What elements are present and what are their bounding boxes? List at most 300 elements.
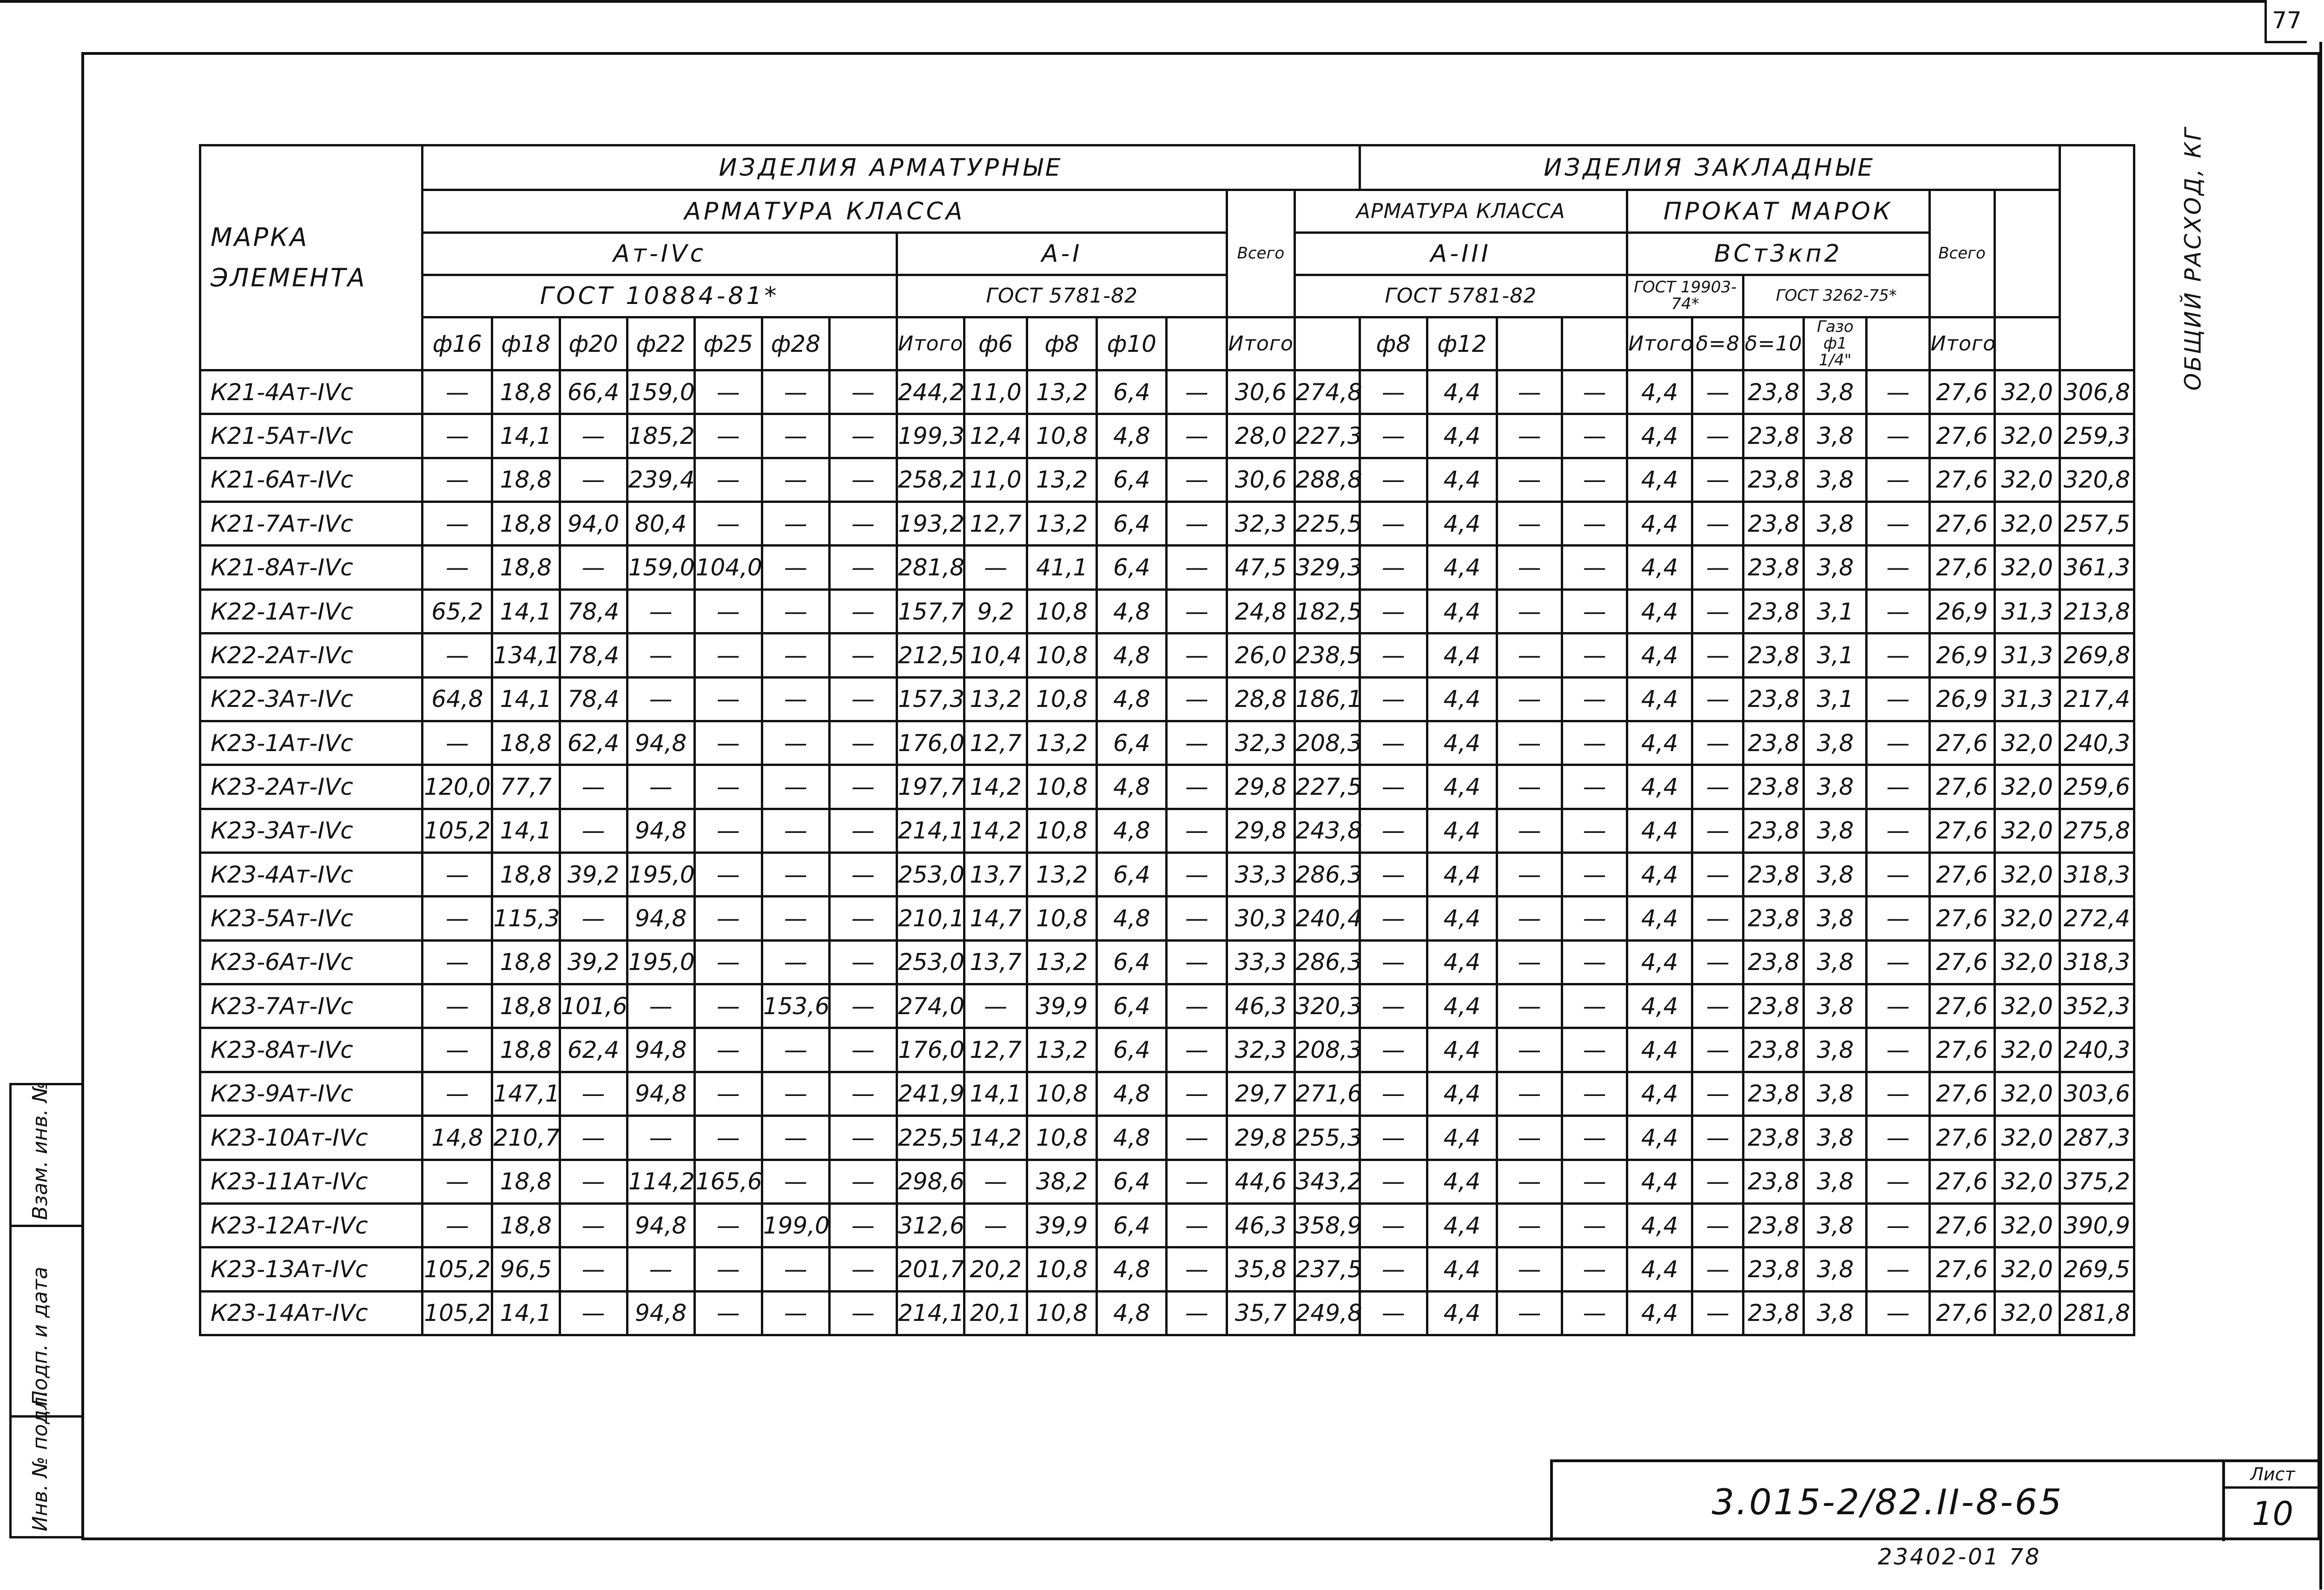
- table-cell: —: [829, 897, 897, 940]
- table-cell: 4,4: [1427, 1291, 1497, 1335]
- table-cell: —: [1360, 633, 1427, 677]
- table-cell: 12,7: [964, 721, 1027, 765]
- table-cell: —: [423, 1072, 492, 1115]
- table-cell: 240,3: [2060, 1028, 2134, 1072]
- table-cell: 66,4: [560, 370, 627, 414]
- element-mark-cell: К23-14Ат-IVc: [200, 1291, 423, 1335]
- col-f8-emb: ф8: [1360, 317, 1427, 370]
- table-cell: 38,2: [1027, 1160, 1097, 1203]
- table-cell: —: [829, 414, 897, 458]
- table-cell: —: [1692, 765, 1743, 809]
- table-row: [200, 940, 2134, 984]
- table-cell: 10,8: [1027, 1072, 1097, 1115]
- table-cell: 18,8: [492, 546, 560, 589]
- table-cell: 4,4: [1627, 1116, 1692, 1160]
- table-cell: 23,8: [1743, 940, 1804, 984]
- table-cell: 6,4: [1097, 852, 1167, 896]
- table-cell: 23,8: [1743, 370, 1804, 414]
- table-cell: 4,8: [1097, 1291, 1167, 1335]
- table-cell: —: [694, 677, 762, 721]
- table-cell: 375,2: [2060, 1160, 2134, 1203]
- table-cell: 12,7: [964, 502, 1027, 546]
- table-cell: 240,3: [2060, 721, 2134, 765]
- table-cell: 65,2: [423, 589, 492, 633]
- table-cell: 62,4: [560, 1028, 627, 1072]
- table-cell: 281,8: [897, 546, 964, 589]
- table-cell: —: [560, 765, 627, 809]
- table-cell: 46,3: [1227, 984, 1294, 1028]
- table-cell: 13,7: [964, 940, 1027, 984]
- table-cell: —: [627, 984, 694, 1028]
- table-cell: 96,5: [492, 1247, 560, 1291]
- col-f20: ф20: [560, 317, 627, 370]
- table-cell: 23,8: [1743, 984, 1804, 1028]
- table-cell: —: [1562, 677, 1627, 721]
- table-cell: —: [1867, 1028, 1929, 1072]
- table-cell: —: [1562, 633, 1627, 677]
- table-cell: 286,3: [1294, 852, 1360, 896]
- table-cell: 10,8: [1027, 633, 1097, 677]
- table-cell: 27,6: [1929, 1291, 1994, 1335]
- table-cell: 157,7: [897, 589, 964, 633]
- table-cell: —: [1562, 458, 1627, 501]
- table-cell: —: [1692, 852, 1743, 896]
- header-vsego-arm: Всего: [1227, 190, 1294, 317]
- table-cell: —: [1360, 984, 1427, 1028]
- table-row: [200, 546, 2134, 589]
- top-border-line: [0, 0, 2265, 3]
- table-row: [200, 502, 2134, 546]
- table-cell: 32,0: [1994, 502, 2060, 546]
- table-cell: 4,4: [1627, 589, 1692, 633]
- table-cell: 240,4: [1294, 897, 1360, 940]
- table-cell: —: [423, 633, 492, 677]
- table-cell: 258,2: [897, 458, 964, 501]
- sheet-box: [2222, 1462, 2320, 1541]
- table-cell: —: [762, 414, 829, 458]
- table-cell: 4,4: [1627, 765, 1692, 809]
- table-cell: 32,0: [1994, 1116, 2060, 1160]
- header-vst: ВСт3кп2: [1627, 232, 1929, 275]
- table-row: [200, 677, 2134, 721]
- table-cell: —: [1692, 414, 1743, 458]
- table-row: [200, 370, 2134, 414]
- table-cell: 318,3: [2060, 940, 2134, 984]
- table-cell: —: [829, 1028, 897, 1072]
- table-cell: 11,0: [964, 458, 1027, 501]
- table-row: [200, 1247, 2134, 1291]
- table-cell: 165,6: [694, 1160, 762, 1203]
- table-cell: 195,0: [627, 940, 694, 984]
- header-a1: А-I: [897, 232, 1227, 275]
- table-cell: 32,0: [1994, 852, 2060, 896]
- table-cell: 23,8: [1743, 546, 1804, 589]
- col-f6: ф6: [964, 317, 1027, 370]
- table-cell: 78,4: [560, 633, 627, 677]
- table-cell: 32,0: [1994, 940, 2060, 984]
- table-cell: 4,4: [1627, 984, 1692, 1028]
- table-cell: 13,2: [1027, 1028, 1097, 1072]
- table-cell: 62,4: [560, 721, 627, 765]
- table-cell: 288,8: [1294, 458, 1360, 501]
- element-mark-cell: К23-2Ат-IVc: [200, 765, 423, 809]
- col-empty: [1167, 317, 1227, 370]
- table-cell: 4,4: [1427, 1203, 1497, 1247]
- table-cell: 4,4: [1427, 1247, 1497, 1291]
- table-cell: —: [1562, 897, 1627, 940]
- table-cell: 28,8: [1227, 677, 1294, 721]
- element-mark-cell: К23-9Ат-IVc: [200, 1072, 423, 1115]
- table-cell: 11,0: [964, 370, 1027, 414]
- table-cell: 10,8: [1027, 1116, 1097, 1160]
- table-cell: —: [762, 1116, 829, 1160]
- table-cell: —: [1692, 502, 1743, 546]
- table-cell: —: [627, 1247, 694, 1291]
- table-cell: —: [829, 809, 897, 852]
- table-cell: —: [694, 1028, 762, 1072]
- table-row: [200, 1116, 2134, 1160]
- table-cell: 29,8: [1227, 765, 1294, 809]
- table-cell: —: [423, 1028, 492, 1072]
- table-cell: 32,0: [1994, 765, 2060, 809]
- table-cell: —: [694, 633, 762, 677]
- table-cell: —: [560, 1160, 627, 1203]
- table-cell: 3,8: [1804, 984, 1867, 1028]
- table-cell: 4,4: [1427, 589, 1497, 633]
- table-row: [200, 458, 2134, 501]
- table-cell: 27,6: [1929, 502, 1994, 546]
- table-cell: 105,2: [423, 1247, 492, 1291]
- table-cell: 27,6: [1929, 765, 1994, 809]
- table-cell: —: [694, 458, 762, 501]
- table-cell: —: [1497, 940, 1562, 984]
- table-cell: 23,8: [1743, 1028, 1804, 1072]
- table-cell: 6,4: [1097, 458, 1167, 501]
- table-cell: —: [1497, 1247, 1562, 1291]
- table-cell: 27,6: [1929, 458, 1994, 501]
- table-cell: —: [1867, 633, 1929, 677]
- table-cell: 4,4: [1627, 677, 1692, 721]
- strip-label-replace: Взам. инв. №: [28, 1081, 52, 1220]
- table-cell: 26,9: [1929, 677, 1994, 721]
- table-cell: 4,4: [1427, 1072, 1497, 1115]
- table-cell: —: [1867, 897, 1929, 940]
- table-cell: —: [964, 984, 1027, 1028]
- table-cell: —: [560, 1247, 627, 1291]
- table-cell: —: [1497, 721, 1562, 765]
- table-cell: —: [762, 852, 829, 896]
- table-cell: —: [762, 633, 829, 677]
- table-cell: 217,4: [2060, 677, 2134, 721]
- table-cell: 6,4: [1097, 984, 1167, 1028]
- table-cell: —: [1867, 1247, 1929, 1291]
- table-cell: 255,3: [1294, 1116, 1360, 1160]
- table-cell: 29,8: [1227, 1116, 1294, 1160]
- table-cell: 30,3: [1227, 897, 1294, 940]
- table-cell: 4,4: [1427, 677, 1497, 721]
- table-cell: 94,8: [627, 1028, 694, 1072]
- element-mark-cell: К22-1Ат-IVc: [200, 589, 423, 633]
- table-cell: —: [1867, 414, 1929, 458]
- table-cell: —: [1692, 984, 1743, 1028]
- table-cell: —: [1562, 1028, 1627, 1072]
- header-a3: А-III: [1294, 232, 1627, 275]
- table-cell: 23,8: [1743, 589, 1804, 633]
- table-cell: 4,4: [1427, 633, 1497, 677]
- table-cell: —: [762, 721, 829, 765]
- table-cell: —: [1867, 765, 1929, 809]
- table-cell: 318,3: [2060, 852, 2134, 896]
- col-empty: [1562, 317, 1627, 370]
- element-mark-cell: К22-3Ат-IVc: [200, 677, 423, 721]
- table-cell: —: [1167, 984, 1227, 1028]
- table-cell: —: [1692, 458, 1743, 501]
- element-mark-cell: К23-5Ат-IVc: [200, 897, 423, 940]
- table-cell: 27,6: [1929, 721, 1994, 765]
- element-mark-cell: К23-8Ат-IVc: [200, 1028, 423, 1072]
- table-cell: —: [1497, 370, 1562, 414]
- header-prokat: ПРОКАТ МАРОК: [1627, 190, 1929, 232]
- table-cell: 18,8: [492, 852, 560, 896]
- table-cell: 4,4: [1627, 546, 1692, 589]
- table-cell: 227,3: [1294, 414, 1360, 458]
- table-cell: 18,8: [492, 1203, 560, 1247]
- table-cell: 23,8: [1743, 502, 1804, 546]
- table-cell: 32,0: [1994, 458, 2060, 501]
- table-cell: 4,4: [1627, 502, 1692, 546]
- table-cell: 3,8: [1804, 1116, 1867, 1160]
- table-cell: —: [1497, 1160, 1562, 1203]
- table-cell: 4,4: [1627, 458, 1692, 501]
- table-cell: 3,8: [1804, 502, 1867, 546]
- table-cell: —: [423, 458, 492, 501]
- table-cell: 182,5: [1294, 589, 1360, 633]
- table-cell: 35,7: [1227, 1291, 1294, 1335]
- element-mark-cell: К23-4Ат-IVc: [200, 852, 423, 896]
- table-cell: —: [829, 1203, 897, 1247]
- table-cell: 33,3: [1227, 852, 1294, 896]
- table-cell: —: [1360, 1160, 1427, 1203]
- table-cell: —: [829, 1116, 897, 1160]
- table-cell: —: [1692, 809, 1743, 852]
- table-cell: —: [694, 589, 762, 633]
- table-cell: —: [762, 1160, 829, 1203]
- table-cell: 115,3: [492, 897, 560, 940]
- table-cell: —: [1360, 940, 1427, 984]
- table-cell: —: [560, 1203, 627, 1247]
- col-itogo-at: Итого: [897, 317, 964, 370]
- table-cell: —: [560, 546, 627, 589]
- table-cell: 3,8: [1804, 458, 1867, 501]
- table-cell: —: [1360, 897, 1427, 940]
- table-cell: 18,8: [492, 940, 560, 984]
- table-cell: —: [1167, 809, 1227, 852]
- table-cell: 3,8: [1804, 1247, 1867, 1291]
- table-cell: 23,8: [1743, 721, 1804, 765]
- table-cell: —: [1167, 1072, 1227, 1115]
- table-cell: 27,6: [1929, 370, 1994, 414]
- table-cell: —: [762, 589, 829, 633]
- table-cell: —: [1167, 1116, 1227, 1160]
- table-cell: 6,4: [1097, 721, 1167, 765]
- table-cell: 4,4: [1427, 1116, 1497, 1160]
- table-cell: —: [1562, 546, 1627, 589]
- table-cell: —: [1497, 897, 1562, 940]
- table-cell: 3,8: [1804, 721, 1867, 765]
- table-cell: 44,6: [1227, 1160, 1294, 1203]
- table-cell: —: [694, 809, 762, 852]
- table-cell: —: [1167, 633, 1227, 677]
- table-cell: 272,4: [2060, 897, 2134, 940]
- table-cell: 6,4: [1097, 502, 1167, 546]
- table-row: [200, 414, 2134, 458]
- table-cell: —: [1497, 546, 1562, 589]
- table-cell: —: [1562, 502, 1627, 546]
- table-cell: 312,6: [897, 1203, 964, 1247]
- table-cell: —: [762, 458, 829, 501]
- table-cell: —: [1562, 852, 1627, 896]
- table-cell: 225,5: [1294, 502, 1360, 546]
- table-cell: 3,8: [1804, 546, 1867, 589]
- table-cell: 239,4: [627, 458, 694, 501]
- table-cell: 28,0: [1227, 414, 1294, 458]
- table-cell: —: [1562, 1247, 1627, 1291]
- table-row: [200, 897, 2134, 940]
- table-cell: —: [627, 1116, 694, 1160]
- table-cell: 253,0: [897, 940, 964, 984]
- table-cell: —: [1360, 414, 1427, 458]
- table-cell: 23,8: [1743, 1203, 1804, 1247]
- table-cell: 212,5: [897, 633, 964, 677]
- element-mark-cell: К22-2Ат-IVc: [200, 633, 423, 677]
- col-f8: ф8: [1027, 317, 1097, 370]
- table-cell: 3,8: [1804, 940, 1867, 984]
- table-cell: —: [1360, 677, 1427, 721]
- table-row: [200, 721, 2134, 765]
- table-cell: 4,4: [1627, 852, 1692, 896]
- table-cell: —: [829, 852, 897, 896]
- table-cell: 18,8: [492, 1160, 560, 1203]
- table-cell: 26,9: [1929, 633, 1994, 677]
- table-cell: 94,8: [627, 897, 694, 940]
- table-cell: —: [1867, 1203, 1929, 1247]
- table-cell: 23,8: [1743, 458, 1804, 501]
- table-cell: 26,0: [1227, 633, 1294, 677]
- table-cell: 4,4: [1627, 940, 1692, 984]
- table-cell: 23,8: [1743, 1247, 1804, 1291]
- table-cell: 390,9: [2060, 1203, 2134, 1247]
- table-cell: 343,2: [1294, 1160, 1360, 1203]
- table-cell: —: [829, 458, 897, 501]
- table-cell: 23,8: [1743, 897, 1804, 940]
- table-cell: —: [694, 1116, 762, 1160]
- table-cell: —: [1497, 765, 1562, 809]
- table-cell: 32,0: [1994, 809, 2060, 852]
- table-cell: 104,0: [694, 546, 762, 589]
- table-cell: 32,0: [1994, 414, 2060, 458]
- table-cell: 4,4: [1627, 1160, 1692, 1203]
- table-cell: 23,8: [1743, 414, 1804, 458]
- table-cell: 13,2: [1027, 940, 1097, 984]
- table-cell: 32,0: [1994, 1028, 2060, 1072]
- table-cell: —: [1360, 1203, 1427, 1247]
- table-cell: 4,8: [1097, 897, 1167, 940]
- table-cell: 31,3: [1994, 633, 2060, 677]
- table-cell: —: [1867, 1160, 1929, 1203]
- table-cell: —: [762, 1072, 829, 1115]
- table-cell: 210,1: [897, 897, 964, 940]
- table-cell: 199,3: [897, 414, 964, 458]
- col-f18: ф18: [492, 317, 560, 370]
- table-cell: —: [1167, 1203, 1227, 1247]
- table-cell: 13,2: [964, 677, 1027, 721]
- table-cell: 286,3: [1294, 940, 1360, 984]
- table-cell: 94,8: [627, 1291, 694, 1335]
- table-cell: 27,6: [1929, 897, 1994, 940]
- data-rows: [200, 370, 2134, 1335]
- table-cell: —: [423, 984, 492, 1028]
- table-cell: 287,3: [2060, 1116, 2134, 1160]
- table-cell: 4,4: [1627, 1072, 1692, 1115]
- table-cell: —: [1692, 1291, 1743, 1335]
- table-cell: 4,4: [1427, 458, 1497, 501]
- table-cell: —: [1867, 589, 1929, 633]
- table-cell: 33,3: [1227, 940, 1294, 984]
- table-cell: 176,0: [897, 721, 964, 765]
- table-cell: 4,4: [1627, 370, 1692, 414]
- table-cell: —: [762, 940, 829, 984]
- table-cell: 259,6: [2060, 765, 2134, 809]
- header-gost-a1: ГОСТ 5781-82: [897, 275, 1227, 317]
- table-cell: —: [1692, 1247, 1743, 1291]
- element-mark-cell: К23-10Ат-IVc: [200, 1116, 423, 1160]
- table-row: [200, 1072, 2134, 1115]
- table-cell: —: [1867, 502, 1929, 546]
- table-cell: —: [1497, 984, 1562, 1028]
- table-cell: —: [829, 546, 897, 589]
- header-arm-products: ИЗДЕЛИЯ АРМАТУРНЫЕ: [423, 145, 1360, 190]
- header-gost-19903: ГОСТ 19903-74*: [1627, 275, 1743, 317]
- strip-divider: [12, 1225, 84, 1227]
- table-cell: 157,3: [897, 677, 964, 721]
- table-cell: —: [964, 1160, 1027, 1203]
- table-cell: 193,2: [897, 502, 964, 546]
- table-cell: —: [1867, 1291, 1929, 1335]
- table-cell: 14,1: [492, 1291, 560, 1335]
- col-f25: ф25: [694, 317, 762, 370]
- table-cell: —: [829, 589, 897, 633]
- table-cell: —: [964, 1203, 1027, 1247]
- table-cell: —: [560, 1291, 627, 1335]
- table-cell: 27,6: [1929, 852, 1994, 896]
- table-cell: —: [1867, 721, 1929, 765]
- table-cell: —: [1497, 1028, 1562, 1072]
- header-arm-class: АРМАТУРА КЛАССА: [423, 190, 1227, 232]
- table-cell: —: [1360, 1072, 1427, 1115]
- table-cell: —: [694, 502, 762, 546]
- table-cell: 214,1: [897, 1291, 964, 1335]
- table-cell: 10,8: [1027, 414, 1097, 458]
- table-cell: —: [627, 677, 694, 721]
- table-cell: 94,8: [627, 809, 694, 852]
- table-cell: 6,4: [1097, 1028, 1167, 1072]
- table-cell: —: [694, 1291, 762, 1335]
- table-cell: —: [1692, 370, 1743, 414]
- table-cell: 94,8: [627, 721, 694, 765]
- table-cell: 12,7: [964, 1028, 1027, 1072]
- table-cell: 4,4: [1427, 1028, 1497, 1072]
- table-cell: —: [1867, 458, 1929, 501]
